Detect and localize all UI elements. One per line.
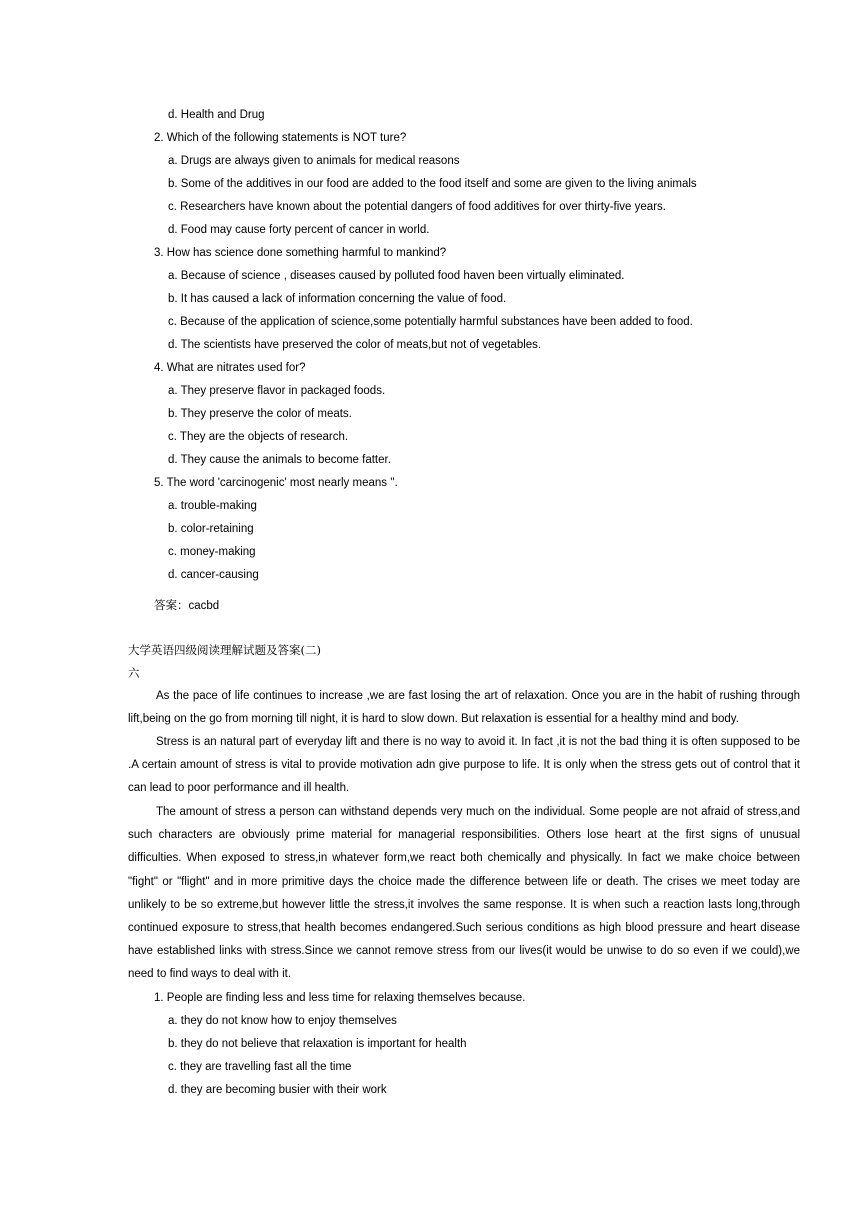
section-number: 六 [128,666,140,680]
q4-stem: 4. What are nitrates used for? [154,362,306,374]
passage-paragraph-3 [128,801,800,987]
q2-option-c: c. Researchers have known about the potential dangers of food additives for over thirty-five years. [168,201,666,213]
q2-stem: 2. Which of the following statements is NOT ture? [154,132,407,144]
answer-label: 答案： [154,598,189,612]
q5-option-c: c. money-making [168,546,256,558]
q5-option-b: b. color-retaining [168,523,254,535]
passage-q1-stem: 1. People are finding less and less time for relaxing themselves because. [154,992,526,1004]
q5-option-d: d. cancer-causing [168,569,259,581]
q4-option-b: b. They preserve the color of meats. [168,408,352,420]
passage-paragraph-2 [128,731,800,801]
answer-line [154,598,219,613]
q3-option-d: d. The scientists have preserved the color of meats,but not of vegetables. [168,339,542,351]
passage-q1-option-d: d. they are becoming busier with their work [168,1084,387,1096]
q2-option-a: a. Drugs are always given to animals for medical reasons [168,155,460,167]
q3-option-c: c. Because of the application of science,some potentially harmful substances have been added to food. [168,316,693,328]
passage-q1-option-a: a. they do not know how to enjoy themselves [168,1015,397,1027]
q5-option-a: a. trouble-making [168,500,257,512]
passage-q1-option-c: c. they are travelling fast all the time [168,1061,352,1073]
q1-option-d: d. Health and Drug [168,109,265,121]
q2-option-d: d. Food may cause forty percent of cancer in world. [168,224,430,236]
q3-option-a: a. Because of science , diseases caused by polluted food haven been virtually eliminated. [168,270,625,282]
q3-option-b: b. It has caused a lack of information concerning the value of food. [168,293,507,305]
passage-paragraph-3-text: The amount of stress a person can withstand depends very much on the individual. Some people are not afraid of stress,and such characters are obviously prime material for managerial responsibilities. Others lose heart at the first signs of unusual difficulties. When exposed to stress,in whatever form,we react both chemically and physically. In fact we make choice between "fight" or "flight" and in more primitive days the choice made the difference between life or death. The crises we meet today are unlikely to be so extreme,but however little the stress,it involves the same response. It is when such a reaction lasts long,through continued exposure to stress,that health becomes endangered.Such serious conditions as high blood pressure and heart disease have established links with stress.Since we cannot remove stress from our lives(it would be unwise to do so even if we could),we need to find ways to deal with it. [128,806,800,981]
section-title: 大学英语四级阅读理解试题及答案(二) [128,643,321,657]
passage-q1-option-b: b. they do not believe that relaxation is important for health [168,1038,467,1050]
q5-stem: 5. The word 'carcinogenic' most nearly means ''. [154,477,398,489]
q3-stem: 3. How has science done something harmful to mankind? [154,247,447,259]
passage-paragraph-2-text: Stress is an natural part of everyday lift and there is no way to avoid it. In fact ,it is not the bad thing it is often supposed to be .A certain amount of stress is vital to provide motivation adn give purpose to life. It is only when the stress gets out of control that it can lead to poor performance and ill health. [128,736,800,795]
answer-value: cacbd [188,600,220,612]
q4-option-c: c. They are the objects of research. [168,431,349,443]
q4-option-d: d. They cause the animals to become fatter. [168,454,391,466]
q4-option-a: a. They preserve flavor in packaged foods. [168,385,386,397]
q2-option-b: b. Some of the additives in our food are added to the food itself and some are given to the living animals [168,178,697,190]
passage-paragraph-1-text: As the pace of life continues to increase ,we are fast losing the art of relaxation. Once you are in the habit of rushing through lift,being on the go from morning till night, it is hard to slow down. But relaxation is essential for a healthy mind and body. [128,690,800,726]
passage-paragraph-1 [128,685,800,731]
